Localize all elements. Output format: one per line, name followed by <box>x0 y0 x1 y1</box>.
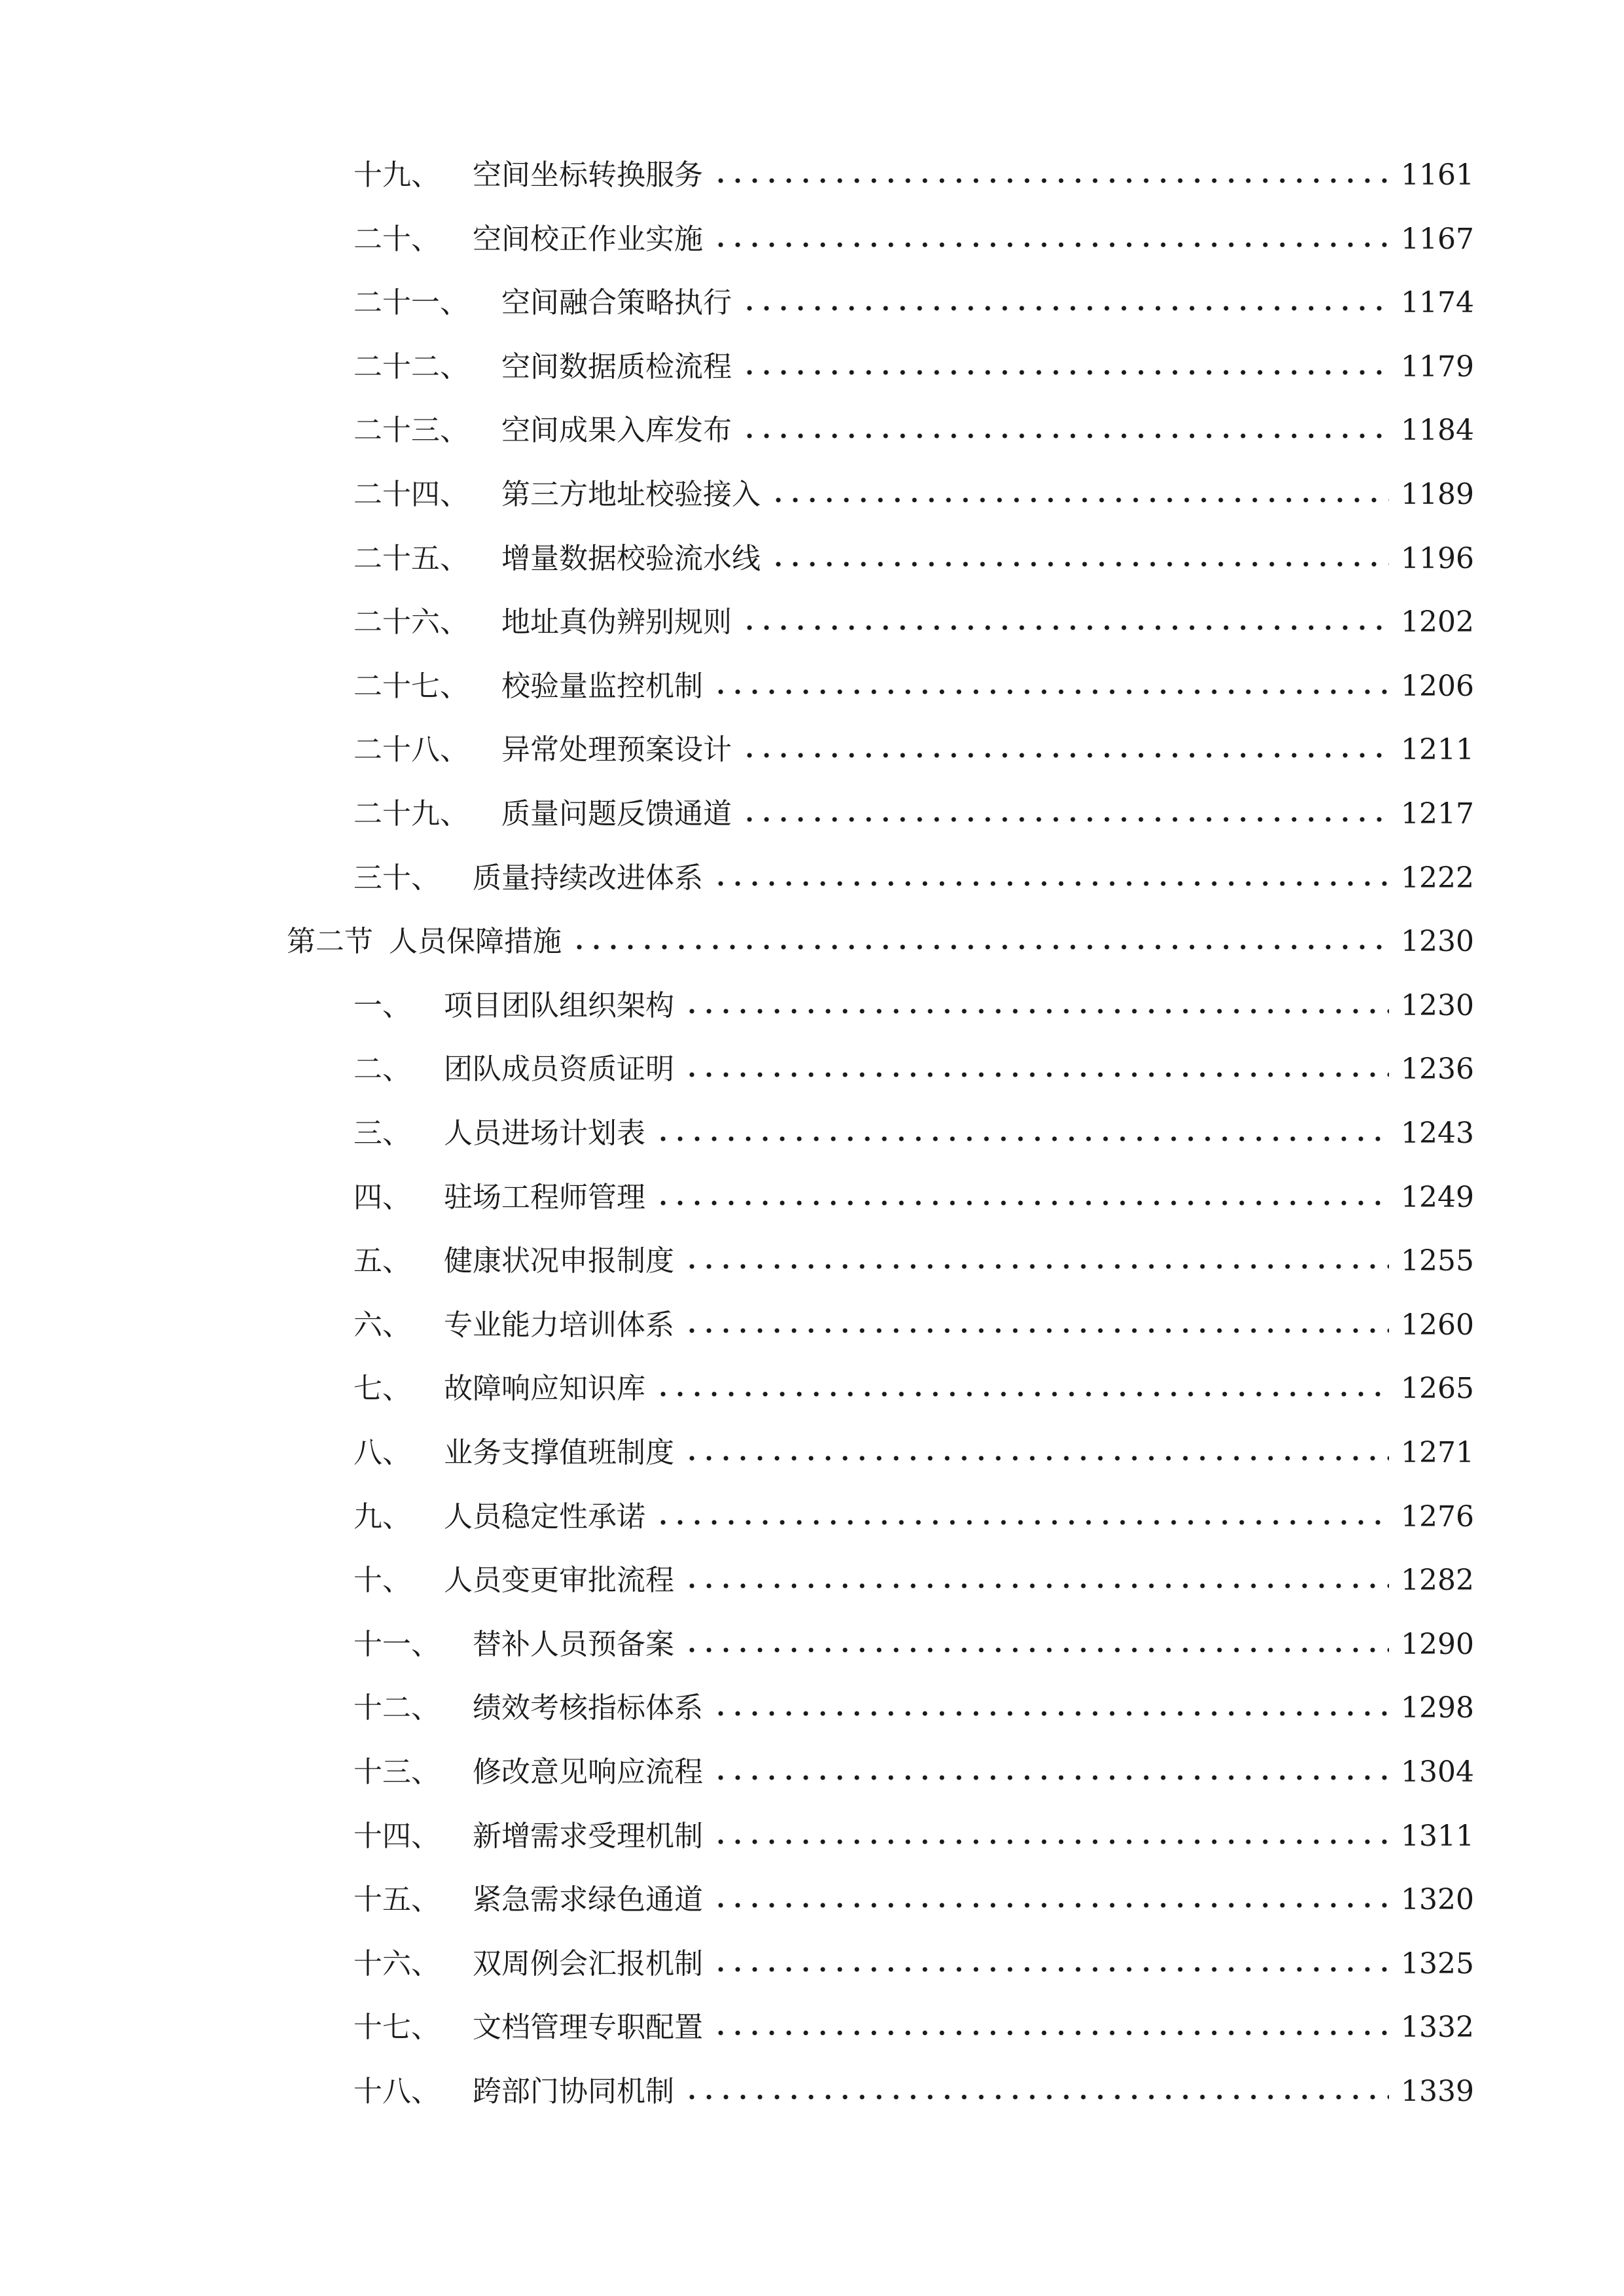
toc-title: 替补人员预备案 <box>473 1628 674 1661</box>
toc-number: 二十七、 <box>353 670 469 703</box>
toc-row[interactable] <box>353 1561 1473 1600</box>
toc-row[interactable] <box>353 1369 1473 1408</box>
toc-dot-leader <box>683 1454 1389 1463</box>
toc-page-number: 1202 <box>1401 605 1474 639</box>
toc-title: 空间成果入库发布 <box>501 414 732 447</box>
toc-dot-leader <box>683 1326 1389 1335</box>
toc-dot-leader <box>712 879 1389 888</box>
toc-title: 增量数据校验流水线 <box>501 542 761 575</box>
toc-dot-leader <box>655 1390 1389 1399</box>
toc-page-number: 1184 <box>1401 414 1474 447</box>
toc-title: 质量持续改进体系 <box>473 861 703 895</box>
toc-row[interactable] <box>353 1178 1473 1217</box>
toc-dot-leader <box>683 2092 1389 2102</box>
toc-page-number: 1260 <box>1401 1308 1474 1342</box>
toc-dot-leader <box>712 1965 1389 1974</box>
toc-page-number: 1276 <box>1401 1500 1474 1534</box>
toc-number: 十四、 <box>353 1820 440 1853</box>
toc-title: 人员进场计划表 <box>444 1117 645 1150</box>
toc-number: 十八、 <box>353 2075 440 2108</box>
toc-title: 空间校正作业实施 <box>473 223 703 256</box>
toc-row[interactable] <box>353 1050 1473 1089</box>
toc-page-number: 1230 <box>1401 989 1474 1022</box>
toc-title: 异常处理预案设计 <box>501 733 732 766</box>
toc-dot-leader <box>712 1837 1389 1846</box>
toc-number: 二、 <box>353 1052 411 1086</box>
toc-row[interactable] <box>353 859 1473 898</box>
toc-dot-leader <box>712 687 1389 696</box>
toc-row[interactable] <box>353 156 1473 195</box>
toc-dot-leader <box>712 1773 1389 1782</box>
toc-title: 驻场工程师管理 <box>444 1181 645 1214</box>
toc-page-number: 1236 <box>1401 1052 1474 1086</box>
toc-page-number: 1189 <box>1401 478 1474 511</box>
toc-dot-leader <box>655 1134 1389 1143</box>
toc-page-number: 1161 <box>1401 158 1474 192</box>
toc-title: 文档管理专职配置 <box>473 2011 703 2044</box>
toc-number: 十六、 <box>353 1947 440 1981</box>
toc-number: 二十九、 <box>353 797 469 831</box>
toc-page-number: 1290 <box>1401 1628 1474 1661</box>
toc-title: 修改意见响应流程 <box>473 1755 703 1789</box>
toc-title: 人员变更审批流程 <box>444 1564 674 1597</box>
toc-page-number: 1174 <box>1401 286 1474 319</box>
toc-page-number: 1217 <box>1401 797 1474 831</box>
toc-number: 二十三、 <box>353 414 469 447</box>
toc-page-number: 1320 <box>1401 1883 1474 1916</box>
toc-row[interactable] <box>353 603 1473 642</box>
toc-title: 质量问题反馈通道 <box>501 797 732 831</box>
toc-row[interactable] <box>353 1498 1473 1537</box>
toc-page-number: 1311 <box>1401 1820 1474 1853</box>
toc-dot-leader <box>712 1901 1389 1910</box>
toc-number: 六、 <box>353 1308 411 1342</box>
toc-row[interactable] <box>353 1753 1473 1792</box>
toc-title: 健康状况申报制度 <box>444 1244 674 1278</box>
toc-row[interactable] <box>353 1242 1473 1281</box>
toc-title: 空间坐标转换服务 <box>473 158 703 192</box>
toc-number: 二十四、 <box>353 478 469 511</box>
toc-page-number: 1325 <box>1401 1947 1474 1981</box>
toc-dot-leader <box>712 240 1389 249</box>
toc-dot-leader <box>712 2028 1389 2037</box>
toc-dot-leader <box>741 623 1389 632</box>
toc-row[interactable] <box>353 986 1473 1026</box>
toc-title: 地址真伪辨别规则 <box>501 605 732 639</box>
toc-number: 二十八、 <box>353 733 469 766</box>
toc-title: 紧急需求绿色通道 <box>473 1883 703 1916</box>
toc-number: 十五、 <box>353 1883 440 1916</box>
toc-page-number: 1255 <box>1401 1244 1474 1278</box>
toc-row[interactable] <box>353 1880 1473 1920</box>
toc-page-number: 1230 <box>1401 925 1474 958</box>
toc-number: 二十一、 <box>353 286 469 319</box>
toc-dot-leader <box>741 368 1389 377</box>
toc-number: 十二、 <box>353 1691 440 1725</box>
toc-number: 一、 <box>353 989 411 1022</box>
toc-title: 新增需求受理机制 <box>473 1820 703 1853</box>
toc-dot-leader <box>770 495 1389 505</box>
toc-dot-leader <box>712 176 1389 185</box>
toc-row[interactable] <box>353 1433 1473 1473</box>
toc-row[interactable] <box>353 348 1473 387</box>
toc-row[interactable] <box>353 411 1473 450</box>
toc-row[interactable] <box>353 475 1473 514</box>
toc-number: 十一、 <box>353 1628 440 1661</box>
toc-section-row[interactable] <box>287 922 1473 961</box>
toc-dot-leader <box>683 1007 1389 1016</box>
toc-row[interactable] <box>353 2008 1473 2047</box>
toc-dot-leader <box>770 560 1389 569</box>
toc-number: 七、 <box>353 1372 411 1405</box>
toc-page-number: 1196 <box>1401 542 1474 575</box>
toc-page-number: 1206 <box>1401 670 1474 703</box>
toc-title: 人员稳定性承诺 <box>444 1500 645 1534</box>
toc-title: 业务支撑值班制度 <box>444 1436 674 1469</box>
toc-number: 十、 <box>353 1564 411 1597</box>
toc-row[interactable] <box>353 667 1473 706</box>
toc-dot-leader <box>571 942 1389 952</box>
toc-page-number: 1243 <box>1401 1117 1474 1150</box>
toc-dot-leader <box>741 751 1389 760</box>
toc-title: 绩效考核指标体系 <box>473 1691 703 1725</box>
toc-number: 三、 <box>353 1117 411 1150</box>
toc-page-number: 1304 <box>1401 1755 1474 1789</box>
toc-row[interactable] <box>353 730 1473 770</box>
toc-row[interactable] <box>353 220 1473 259</box>
toc-page-number: 1222 <box>1401 861 1474 895</box>
toc-number: 十九、 <box>353 158 440 192</box>
toc-dot-leader <box>683 1262 1389 1271</box>
toc-title: 空间数据质检流程 <box>501 350 732 384</box>
toc-title: 项目团队组织架构 <box>444 989 674 1022</box>
toc-title: 空间融合策略执行 <box>501 286 732 319</box>
toc-number: 五、 <box>353 1244 411 1278</box>
toc-row[interactable] <box>353 1114 1473 1153</box>
toc-number: 九、 <box>353 1500 411 1534</box>
toc-row[interactable] <box>353 1945 1473 1984</box>
toc-title: 专业能力培训体系 <box>444 1308 674 1342</box>
toc-page-number: 1265 <box>1401 1372 1474 1405</box>
toc-page-number: 1271 <box>1401 1436 1474 1469</box>
toc-page-number: 1167 <box>1401 223 1474 256</box>
toc-dot-leader <box>655 1198 1389 1208</box>
toc-dot-leader <box>741 815 1389 824</box>
toc-dot-leader <box>683 1645 1389 1655</box>
toc-dot-leader <box>712 1709 1389 1718</box>
toc-page-number: 1211 <box>1401 733 1474 766</box>
toc-number: 二十、 <box>353 223 440 256</box>
toc-number: 十七、 <box>353 2011 440 2044</box>
toc-row[interactable] <box>353 1817 1473 1856</box>
toc-title: 人员保障措施 <box>389 925 562 958</box>
toc-title: 双周例会汇报机制 <box>473 1947 703 1981</box>
toc-number: 八、 <box>353 1436 411 1469</box>
toc-dot-leader <box>741 431 1389 440</box>
toc-title: 第三方地址校验接入 <box>501 478 761 511</box>
toc-number: 四、 <box>353 1181 411 1214</box>
toc-page-number: 1298 <box>1401 1691 1474 1725</box>
toc-row[interactable] <box>353 2072 1473 2111</box>
toc-number: 二十二、 <box>353 350 469 384</box>
toc-row[interactable] <box>353 795 1473 834</box>
toc-title: 跨部门协同机制 <box>473 2075 674 2108</box>
toc-title: 故障响应知识库 <box>444 1372 645 1405</box>
toc-page-number: 1249 <box>1401 1181 1474 1214</box>
toc-number: 十三、 <box>353 1755 440 1789</box>
toc-number: 二十六、 <box>353 605 469 639</box>
toc-row[interactable] <box>353 1625 1473 1664</box>
toc-page-number: 1179 <box>1401 350 1474 384</box>
toc-title: 校验量监控机制 <box>501 670 703 703</box>
toc-page-number: 1339 <box>1401 2075 1474 2108</box>
toc-number: 三十、 <box>353 861 440 895</box>
toc-dot-leader <box>683 1070 1389 1079</box>
toc-row[interactable] <box>353 539 1473 579</box>
toc-row[interactable] <box>353 283 1473 323</box>
toc-number: 第二节 <box>287 925 373 958</box>
toc-title: 团队成员资质证明 <box>444 1052 674 1086</box>
toc-page-number: 1282 <box>1401 1564 1474 1597</box>
toc-dot-leader <box>741 304 1389 313</box>
toc-page-number: 1332 <box>1401 2011 1474 2044</box>
toc-dot-leader <box>655 1518 1389 1527</box>
toc-row[interactable] <box>353 1689 1473 1728</box>
toc-number: 二十五、 <box>353 542 469 575</box>
toc-dot-leader <box>683 1581 1389 1590</box>
toc-row[interactable] <box>353 1306 1473 1345</box>
